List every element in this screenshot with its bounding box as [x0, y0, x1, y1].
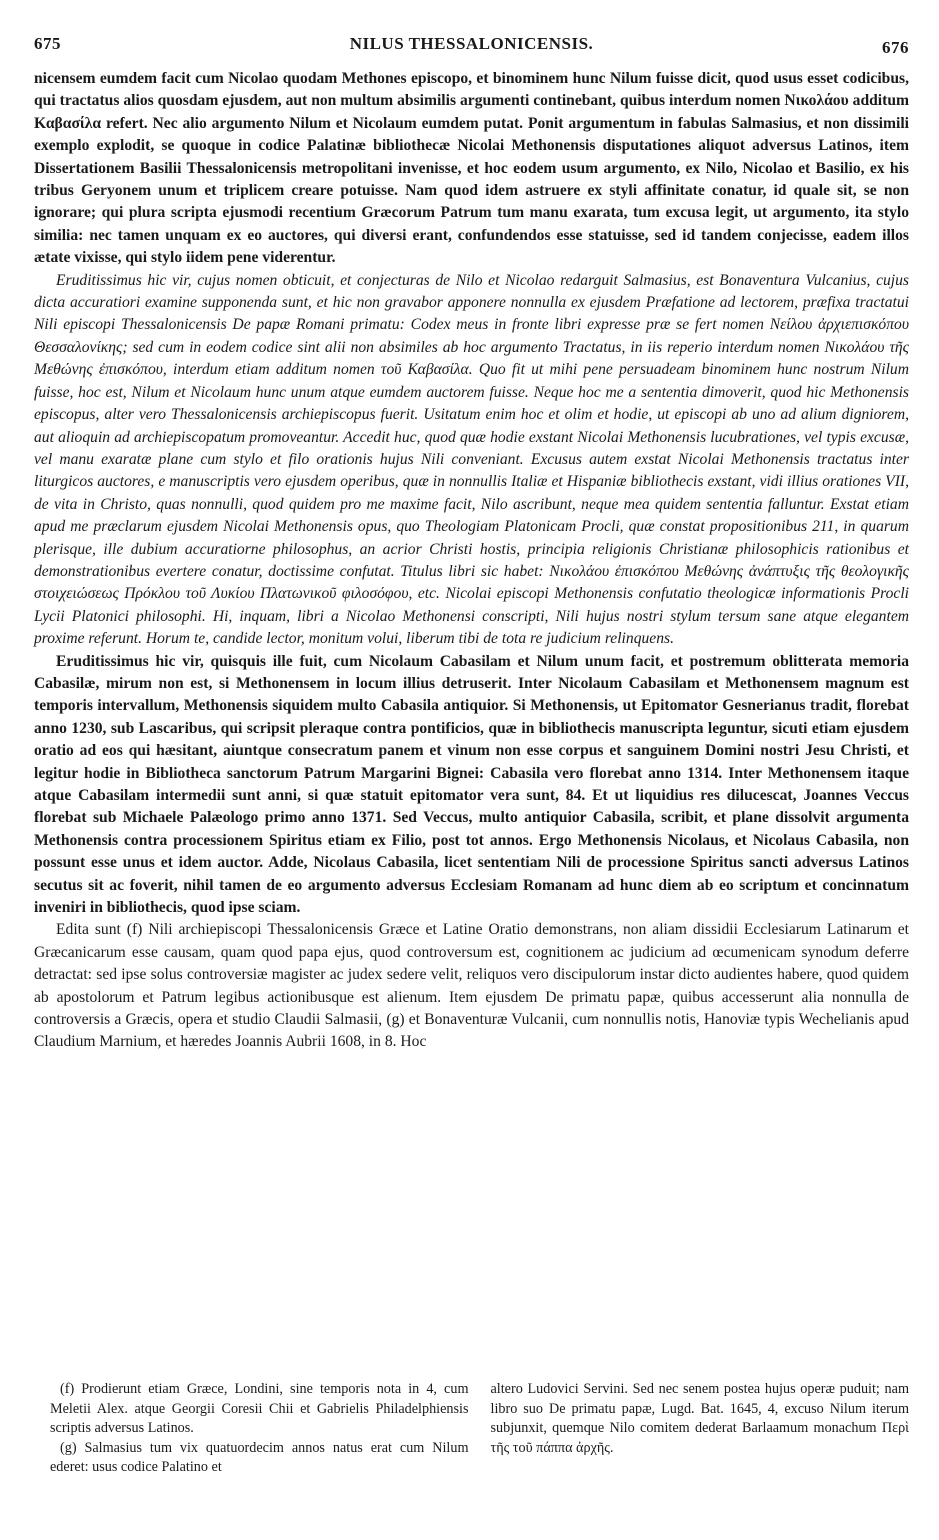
page-number-right: 676 — [882, 38, 909, 57]
running-title: NILUS THESSALONICENSIS. — [349, 34, 594, 53]
footnote-g-continued: altero Ludovici Servini. Sed nec senem postea hujus operæ puduit; nam libro suo De primatu papæ, Lugd. Bat. 1645, 4, excuso Nilum iterum subjunxit, quemque Nilo comitem dederat Barlaamum monachum Περὶ τῆς τοῦ πάππα ἀρχῆς. — [490, 1381, 909, 1456]
footnotes-left-column — [50, 1380, 469, 1478]
page-number-left: 675 — [34, 34, 61, 53]
footnotes — [50, 1380, 909, 1478]
paragraph-vulcanius-quote: Eruditissimus hic vir, cujus nomen obticuit, et conjecturas de Nilo et Nicolao redarguit Salmasius, est Bonaventura Vulcanius, cujus dicta accuratiori examine supponenda sunt, et hic non gravabor apponere nonnulla ex ejusdem Præfatione ad lectorem, præfixa tractatui Nili episcopi Thessalonicensis De papæ Romani primatu: Codex meus in fronte libri expresse præ se fert nomen Νείλου ἀρχιεπισκόπου Θεσσαλονίκης; sed cum in eodem codice sint alii non absimiles ab hoc argumento Tractatus, in iis reperio interdum nomen Νικολάου τῆς Μεθώνης ἐπισκόπου, interdum etiam additum nomen τοῦ Καβασίλα. Quo fit ut mihi pene persuadeam binominem hunc nostrum Nilum fuisse, hoc est, Nilum et Nicolaum hunc unum atque eumdem auctorem fuisse. Neque hoc me a sententia dimoverit, quod hic Methonensis episcopus, alter vero Thessalonicensis archiepiscopus fuerit. Usitatum enim hoc et olim et hodie, ut episcopi ab uno ad alium digniorem, aut alioquin ad archiepiscopatum promoveantur. Accedit huc, quod quæ hodie exstant Nicolai Methonensis lucubrationes, vel typis excusæ, vel manu exaratæ plane cum stylo et filo orationis hujus Nili conveniant. Excusus autem exstat Nicolai Methonensis tractatus inter liturgicos auctores, e manuscriptis vero ejusdem operibus, quæ in nonnullis Italiæ et Hispaniæ bibliothecis exstant, vidi illius orationes VII, de vita in Christo, quas nonnulli, quod quidem pro me maxime facit, Nilo ascribunt, neque mea quidem sententia falluntur. Exstat etiam apud me præclarum ejusdem Nicolai Methonensis opus, quo Theologiam Platonicam Procli, quæ constat propositionibus 211, in quarum plerisque, ille dubium accuratiorne philosophus, an acrior Christi hostis, principia religionis Christianæ philosophicis rationibus et demonstrationibus evertere conatur, doctissime confutat. Titulus libri sic habet: Νικολάου ἐπισκόπου Μεθώνης ἀνάπτυξις τῆς θεολογικῆς στοιχειώσεως Πρόκλου τοῦ Λυκίου Πλατωνικοῦ φιλοσόφου, etc. Nicolai episcopi Methonensis confutatio theologicæ informationis Procli Lycii Platonici philosophi. Hi, inquam, libri a Nicolao Methonensi conscripti, Nili hujus nostri stylum tersum sane atque elegantem proxime referunt. Horum te, candide lector, monitum volui, liberum tibi de tota re judicium relinquens. — [34, 271, 909, 648]
main-text — [34, 68, 909, 1054]
footnote-g: (g) Salmasius tum vix quatuordecim annos natus erat cum Nilum ederet: usus codice Palatino et — [50, 1439, 469, 1475]
paragraph-continuation: nicensem eumdem facit cum Nicolao quodam Methones episcopo, et binominem hunc Nilum fuisse dicit, quod usus esset codicibus, qui tractatus alios quosdam ejusdem, aut non multum absimilis argumenti continebant, quibus interdum nomen Νικολάου additum Καβασίλα refert. Nec alio argumento Nilum et Nicolaum eumdem putat. Ponit argumentum in fabulas Salmasius, et non dissimili exemplo explodit, se quoque in codice Palatinæ bibliothecæ Nicolai Methonensis disputationes aliquot adversus Latinos, item Dissertationem Basilii Thessalonicensis metropolitani invenisse, et hoc eodem usum argumento, ex Nilo, Nicolao et Basilio, ex his tribus Geryonem unum et triplicem creare potuisse. Nam quod idem astruere ex styli affinitate conatur, id quale sit, se non ignorare; qui plura scripta ejusmodi recentium Græcorum Patrum tum manu exarata, tum excusa legit, ut argumento, ita stylo similia: nec tamen unquam ex eo auctores, qui diversi erant, confundendos esse statuisse, sed id tandem conjecisse, eadem illos ætate vixisse, qui stylo iidem pene viderentur. — [34, 70, 909, 267]
footnotes-right-column — [491, 1380, 910, 1478]
footnote-f: (f) Prodierunt etiam Græce, Londini, sine temporis nota in 4, cum Meletii Alex. atque Georgii Coresii Chii et Gabrielis Philadelphiensis scriptis adversus Latinos. — [50, 1381, 469, 1436]
page-header — [34, 28, 909, 68]
paragraph-cabasila-chronology: Eruditissimus hic vir, quisquis ille fuit, cum Nicolaum Cabasilam et Nilum unum facit, et postremum oblitterata memoria Cabasilæ, mirum non est, si Methonensem in locum illius detruserit. Inter Nicolaum Cabasilam et Methonensem magnum est temporis intervallum, Methonensis siquidem multo Cabasila antiquior. Si Methonensis, ut Epitomator Gesnerianus tradit, florebat anno 1230, sub Lascaribus, qui scripsit pleraque contra pontificios, quæ in bibliothecis manuscripta leguntur, sicuti etiam ejusdem oratio ad eos qui hæsitant, aiuntque consecratum panem et vinum non esse corpus et sanguinem Domini nostri Jesu Christi, et legitur hodie in Bibliotheca sanctorum Patrum Margarini Bignei: Cabasila vero florebat anno 1314. Inter Methonensem itaque atque Cabasilam intermedii sunt anni, si quæ statuit epitomator vera sunt, 84. Et ut liquidius res dilucescat, Joannes Veccus florebat sub Michaele Palæologo primo anno 1371. Sed Veccus, multo antiquior Cabasila, scribit, et plane dissolvit argumenta Methonensis contra processionem Spiritus etiam ex Filio, post tot annos. Ergo Methonensis Nicolaus, et Nicolaus Cabasila, non possunt esse unus et idem auctor. Adde, Nicolaus Cabasila, licet sententiam Nili de processione Spiritus sancti adversus Latinos secutus sit ac foverit, nihil tamen de eo argumento adversus Ecclesiam Romanam ad hunc diem ab eo scriptum et concinnatum inveniri in bibliothecis, quod ipse sciam. — [34, 652, 909, 917]
paragraph-editions: Edita sunt (f) Nili archiepiscopi Thessalonicensis Græce et Latine Oratio demonstrans, non aliam dissidii Ecclesiarum Latinarum et Græcanicarum esse causam, quam quod papa ejus, quod controversum est, cognitionem ac judicium ad œcumenicam synodum deferre detractat: sed ipse solus controversiæ magister ac judex sedere velit, reliquos vero discipulorum instar dicto audientes habere, quod quidem ab apostolorum et Patrum legibus actionibusque est alienum. Item ejusdem De primatu papæ, quibus accesserunt alia nonnulla de controversis a Græcis, opera et studio Claudii Salmasii, (g) et Bonaventuræ Vulcanii, cum nonnullis notis, Hanoviæ typis Wechelianis apud Claudium Marnium, et hæredes Joannis Aubrii 1608, in 8. Hoc — [34, 921, 909, 1051]
